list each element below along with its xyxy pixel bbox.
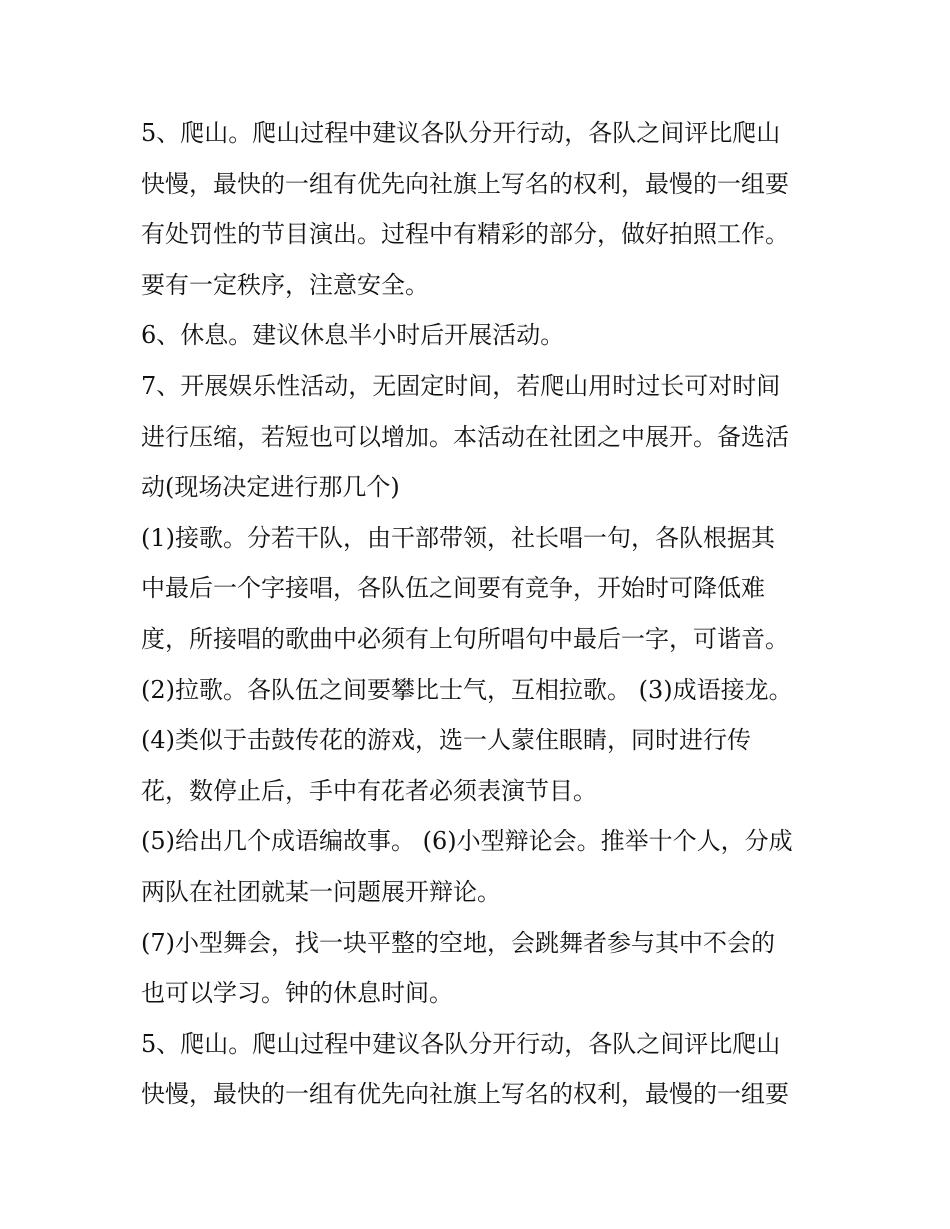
text-line: 进行压缩，若短也可以增加。本活动在社团之中展开。备选活: [141, 422, 789, 451]
text-line: 花，数停止后，手中有花者必须表演节目。: [141, 776, 597, 805]
text-line: 5、爬山。爬山过程中建议各队分开行动，各队之间评比爬山: [141, 119, 781, 147]
text-line: (1)接歌。分若干队，由干部带领，社长唱一句，各队根据其: [141, 523, 775, 552]
text-line: (2)拉歌。各队伍之间要攀比士气，互相拉歌。 (3)成语接龙。: [141, 675, 793, 704]
document-body: [141, 108, 831, 1120]
text-line: 6、休息。建议休息半小时后开展活动。: [141, 321, 565, 350]
text-line: 度，所接唱的歌曲中必须有上句所唱句中最后一字，可谐音。: [141, 624, 789, 653]
text-line: (7)小型舞会，找一块平整的空地，会跳舞者参与其中不会的: [141, 928, 775, 957]
text-line: (4)类似于击鼓传花的游戏，选一人蒙住眼睛，同时进行传: [141, 726, 751, 755]
text-line: 中最后一个字接唱，各队伍之间要有竞争，开始时可降低难: [141, 574, 765, 603]
text-line: 快慢，最快的一组有优先向社旗上写名的权利，最慢的一组要: [141, 169, 789, 198]
text-line: (5)给出几个成语编故事。 (6)小型辩论会。推举十个人，分成: [141, 827, 793, 856]
text-line: 有处罚性的节目演出。过程中有精彩的部分，做好拍照工作。: [141, 220, 789, 249]
text-line: 两队在社团就某一问题展开辩论。: [141, 877, 501, 906]
text-line: 要有一定秩序，注意安全。: [141, 270, 429, 299]
text-line: 7、开展娱乐性活动，无固定时间，若爬山用时过长可对时间: [141, 371, 781, 400]
text-line: 动(现场决定进行那几个): [141, 473, 400, 502]
text-line: 5、爬山。爬山过程中建议各队分开行动，各队之间评比爬山: [141, 1029, 781, 1058]
text-line: 快慢，最快的一组有优先向社旗上写名的权利，最慢的一组要: [141, 1080, 789, 1109]
text-line: 也可以学习。钟的休息时间。: [141, 979, 453, 1008]
